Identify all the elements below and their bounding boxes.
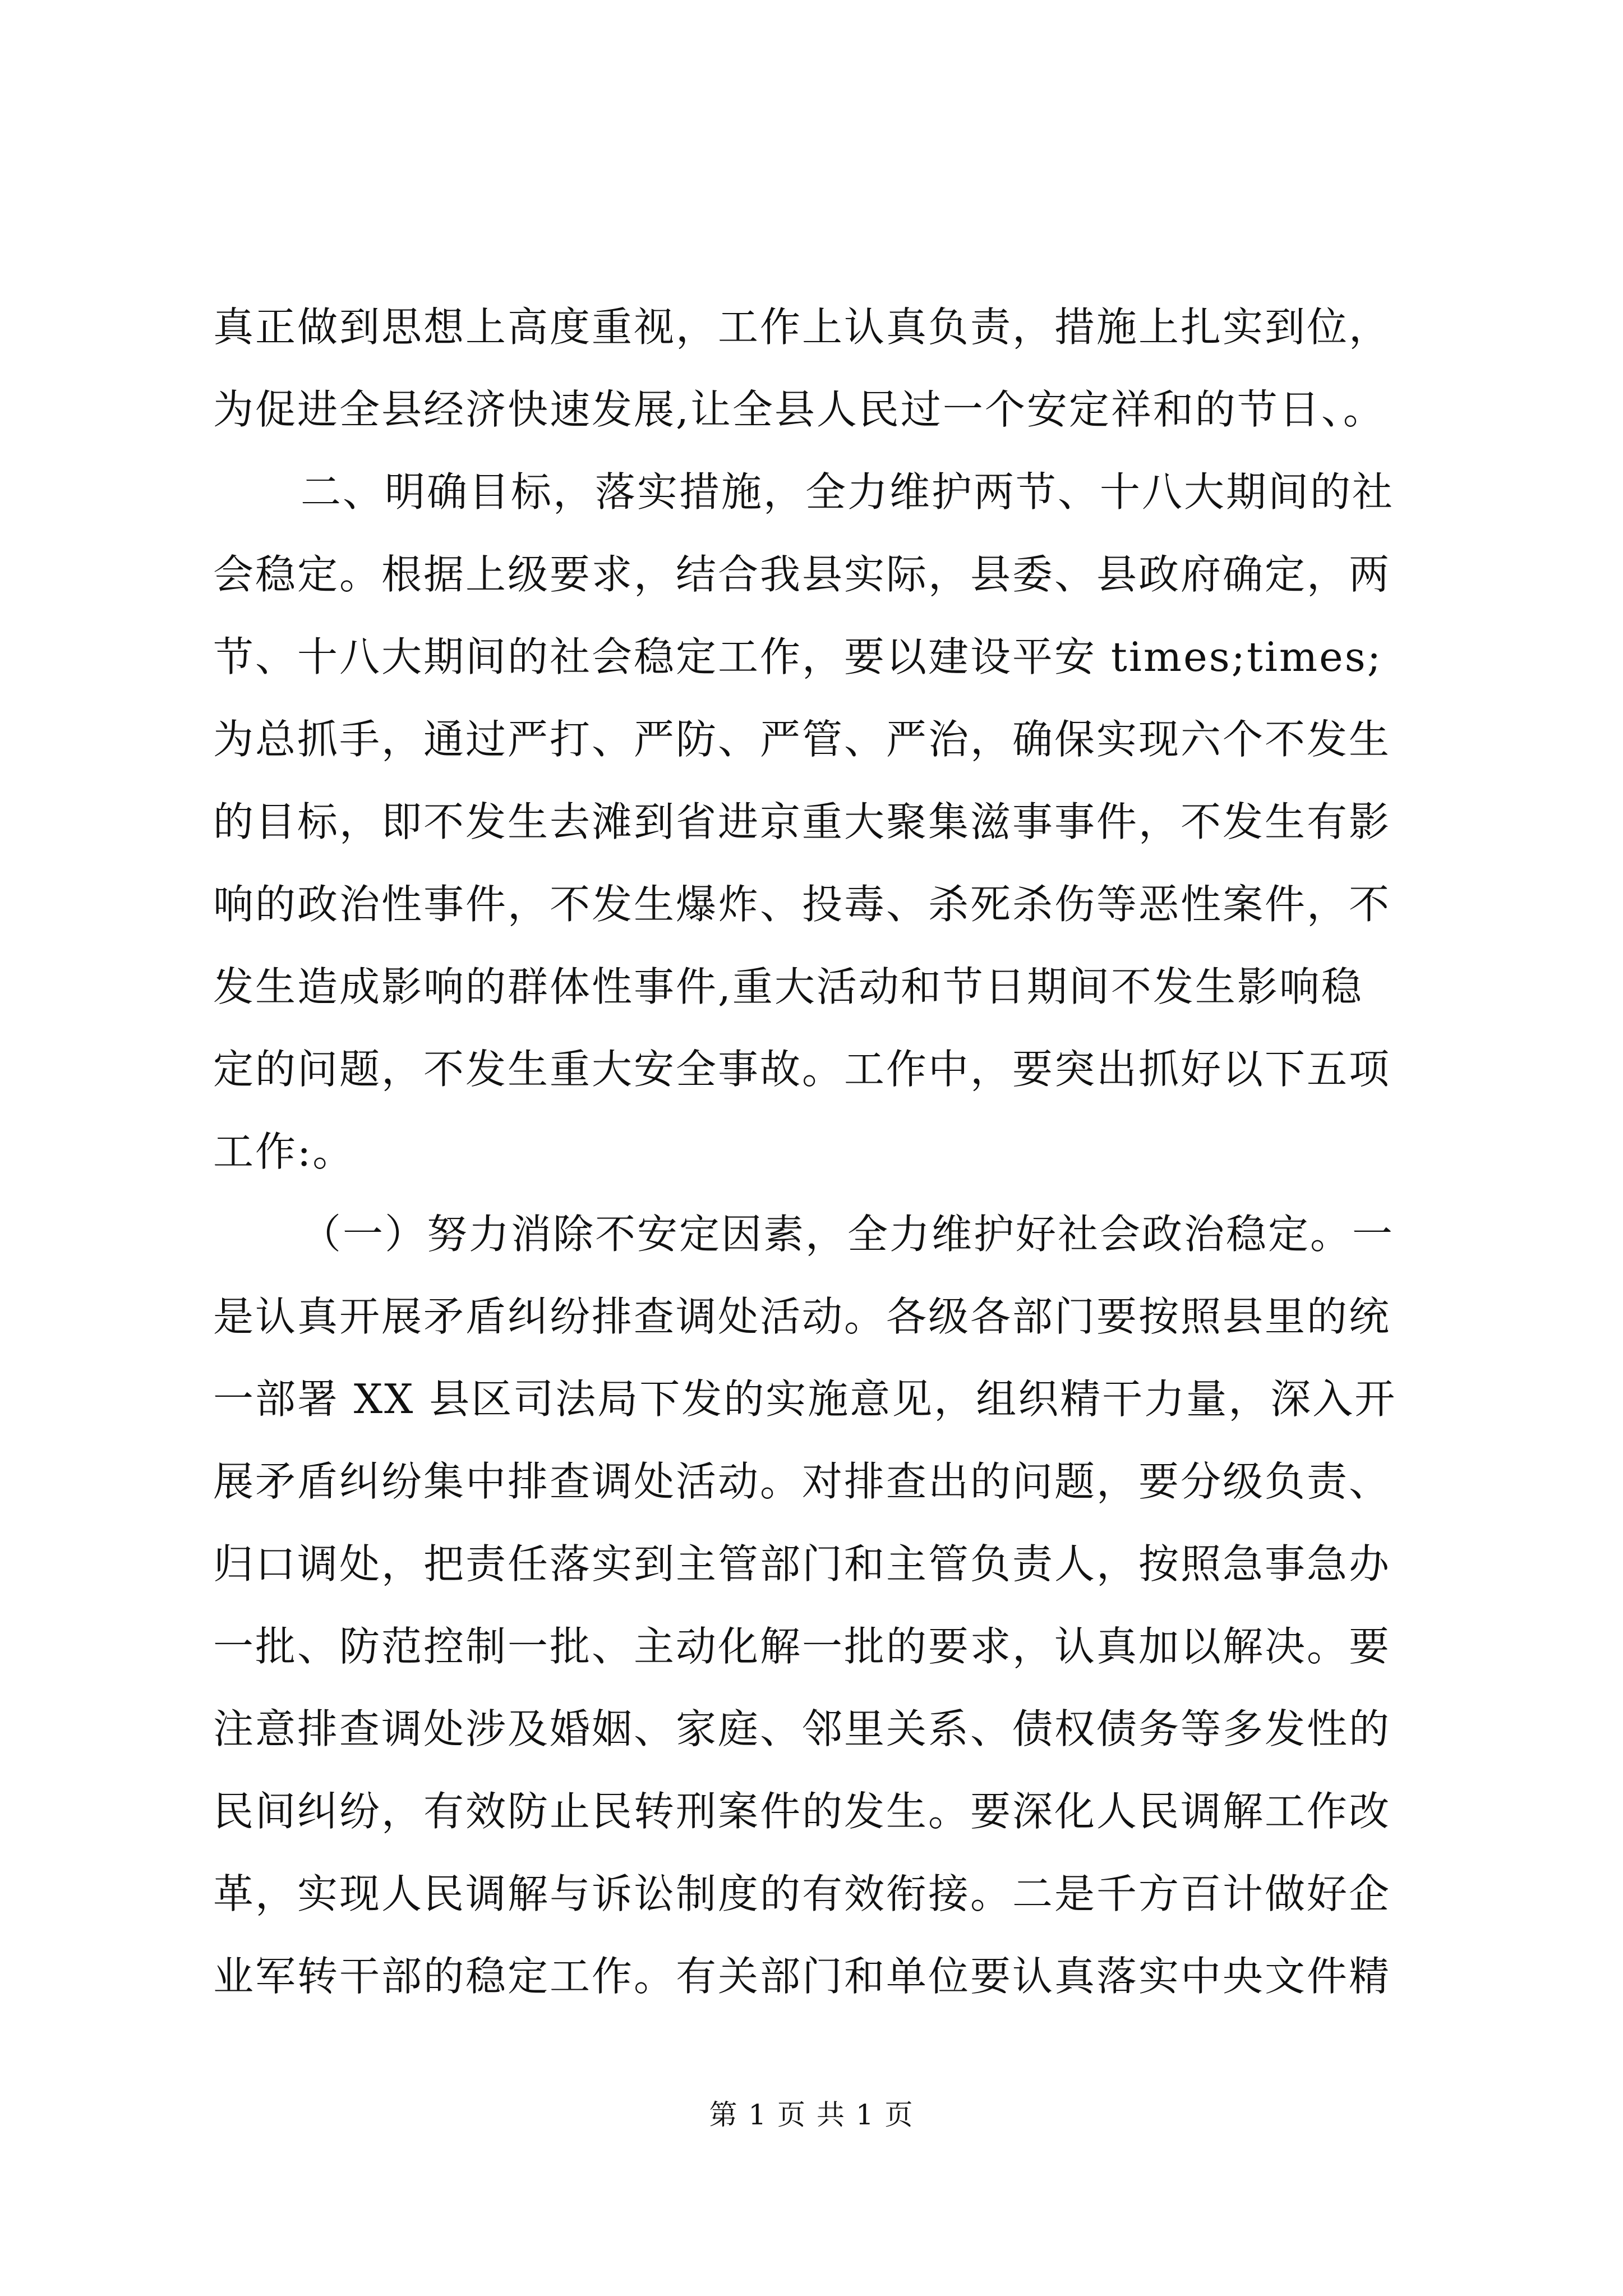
text-line: 民间纠纷，有效防止民转刑案件的发生。要深化人民调解工作改	[213, 1788, 1391, 1835]
text-line: 归口调处，把责任落实到主管部门和主管负责人，按照急事急办	[213, 1540, 1391, 1588]
text-line: 会稳定。根据上级要求，结合我县实际，县委、县政府确定，两	[213, 551, 1391, 598]
text-line: 是认真开展矛盾纠纷排查调处活动。各级各部门要按照县里的统	[213, 1293, 1391, 1340]
text-line: 响的政治性事件，不发生爆炸、投毒、杀死杀伤等恶性案件，不	[213, 881, 1391, 928]
subsection-heading-line: （一）努力消除不安定因素，全力维护好社会政治稳定。一	[301, 1211, 1395, 1258]
document-body	[213, 286, 1419, 2018]
section-heading-line: 二、明确目标，落实措施，全力维护两节、十八大期间的社	[301, 468, 1395, 516]
text-line: 一部署 XX 县区司法局下发的实施意见，组织精干力量，深入开	[213, 1375, 1397, 1423]
text-line: 注意排查调处涉及婚姻、家庭、邻里关系、债权债务等多发性的	[213, 1705, 1391, 1752]
text-line: 工作:。	[213, 1128, 355, 1175]
text-line: 革，实现人民调解与诉讼制度的有效衔接。二是千方百计做好企	[213, 1870, 1391, 1917]
text-line: 展矛盾纠纷集中排查调处活动。对排查出的问题，要分级负责、	[213, 1458, 1391, 1505]
page-number-label: 第 1 页 共 1 页	[709, 2099, 914, 2131]
text-line: 一批、防范控制一批、主动化解一批的要求，认真加以解决。要	[213, 1623, 1391, 1670]
text-line: 为总抓手，通过严打、严防、严管、严治，确保实现六个不发生	[213, 716, 1391, 763]
text-line: 业军转干部的稳定工作。有关部门和单位要认真落实中央文件精	[213, 1953, 1391, 2000]
text-line: 真正做到思想上高度重视，工作上认真负责，措施上扎实到位，	[213, 303, 1391, 351]
text-line: 为促进全县经济快速发展,让全县人民过一个安定祥和的节日、。	[213, 386, 1385, 433]
text-line: 的目标，即不发生去滩到省进京重大聚集滋事事件，不发生有影	[213, 798, 1391, 845]
text-line: 发生造成影响的群体性事件,重大活动和节日期间不发生影响稳	[213, 963, 1363, 1010]
page-footer	[0, 2095, 1623, 2134]
text-line: 节、十八大期间的社会稳定工作，要以建设平安 times;times;	[213, 633, 1382, 680]
text-line: 定的问题，不发生重大安全事故。工作中，要突出抓好以下五项	[213, 1046, 1391, 1093]
